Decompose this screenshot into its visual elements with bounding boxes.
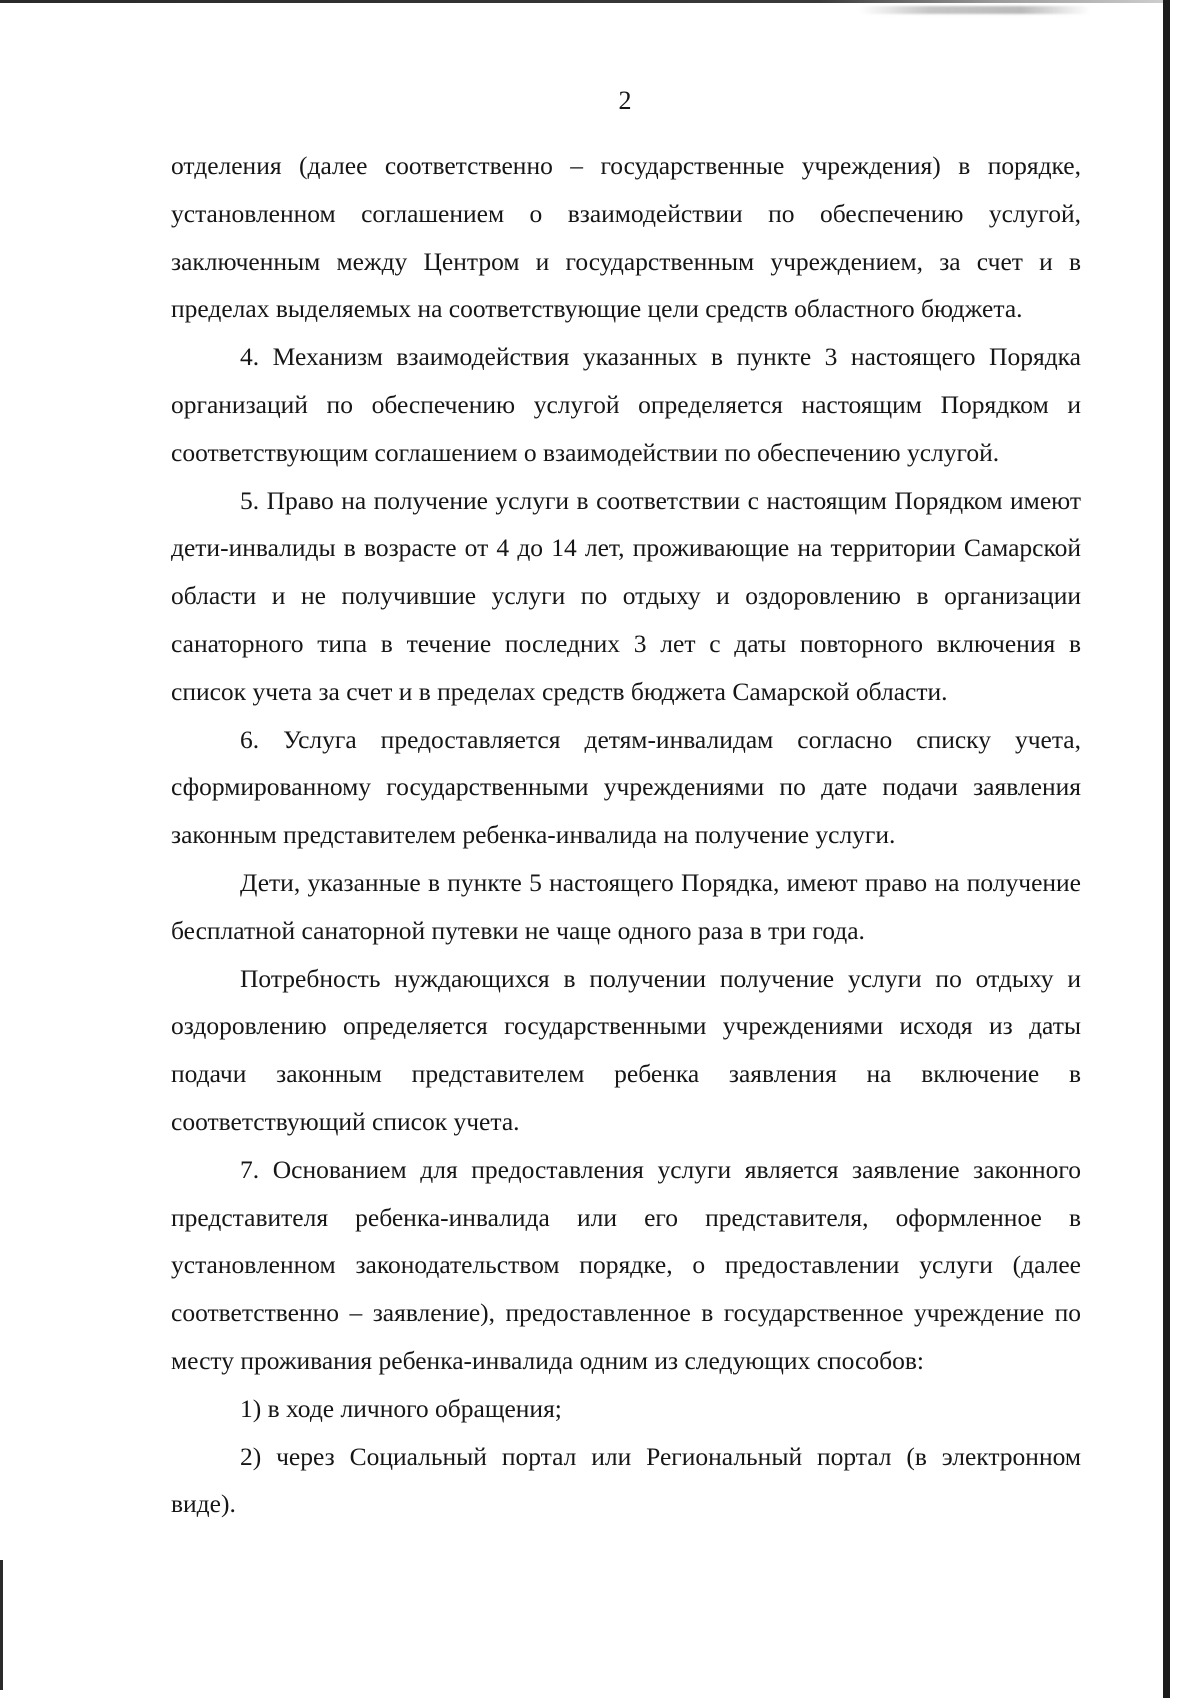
scan-top-border [0,0,1170,3]
paragraph-intro: отделения (далее соответственно – государственные учреждения) в порядке, установленном соглашением о взаимодействии по обеспечению услугой, заключенным между Центром и государственным учреждением, за счет и в пределах выделяемых на соответствующие цели средств областного бюджета. [171,151,1081,324]
paragraph-item-7-2: 2) через Социальный портал или Региональный портал (в электронном виде). [171,1441,1081,1519]
paragraph-item-7: 7. Основанием для предоставления услуги является заявление законного представителя ребенка-инвалида или его представителя, оформленное в установленном законодательством порядке, о предоставлении услуги (далее соответственно – заявление), предоставленное в государственное учреждение по месту проживания ребенка-инвалида одним из следующих способов: [171,1154,1081,1375]
paragraph-item-6: 6. Услуга предоставляется детям-инвалидам согласно списку учета, сформированному государственными учреждениями по дате подачи заявления законным представителем ребенка-инвалида на получение услуги. [171,724,1081,850]
scan-top-smudge [860,6,1090,14]
paragraph-need: Потребность нуждающихся в получении получение услуги по отдыху и оздоровлению определяется государственными учреждениями исходя из даты подачи законным представителем ребенка заявления на включение в соответствующий список учета. [171,963,1081,1136]
paragraph-item-4: 4. Механизм взаимодействия указанных в пункте 3 настоящего Порядка организаций по обеспечению услугой определяется настоящим Порядком и соответствующим соглашением о взаимодействии по обеспечению услугой. [171,342,1081,467]
document-body [171,142,1081,1528]
page-number: 2 [618,86,632,115]
paragraph-item-5: 5. Право на получение услуги в соответствии с настоящим Порядком имеют дети-инвалиды в возрасте от 4 до 14 лет, проживающие на территории Самарской области и не получившие услуги по отдыху и оздоровлению в организации санаторного типа в течение последних 3 лет с даты повторного включения в список учета за счет и в пределах средств бюджета Самарской области. [171,485,1081,706]
scan-left-mark [0,1560,3,1690]
scan-right-border [1163,0,1170,1698]
paragraph-item-7-1: 1) в ходе личного обращения; [240,1393,562,1423]
paragraph-children-right: Дети, указанные в пункте 5 настоящего Порядка, имеют право на получение бесплатной санаторной путевки не чаще одного раза в три года. [171,867,1081,945]
